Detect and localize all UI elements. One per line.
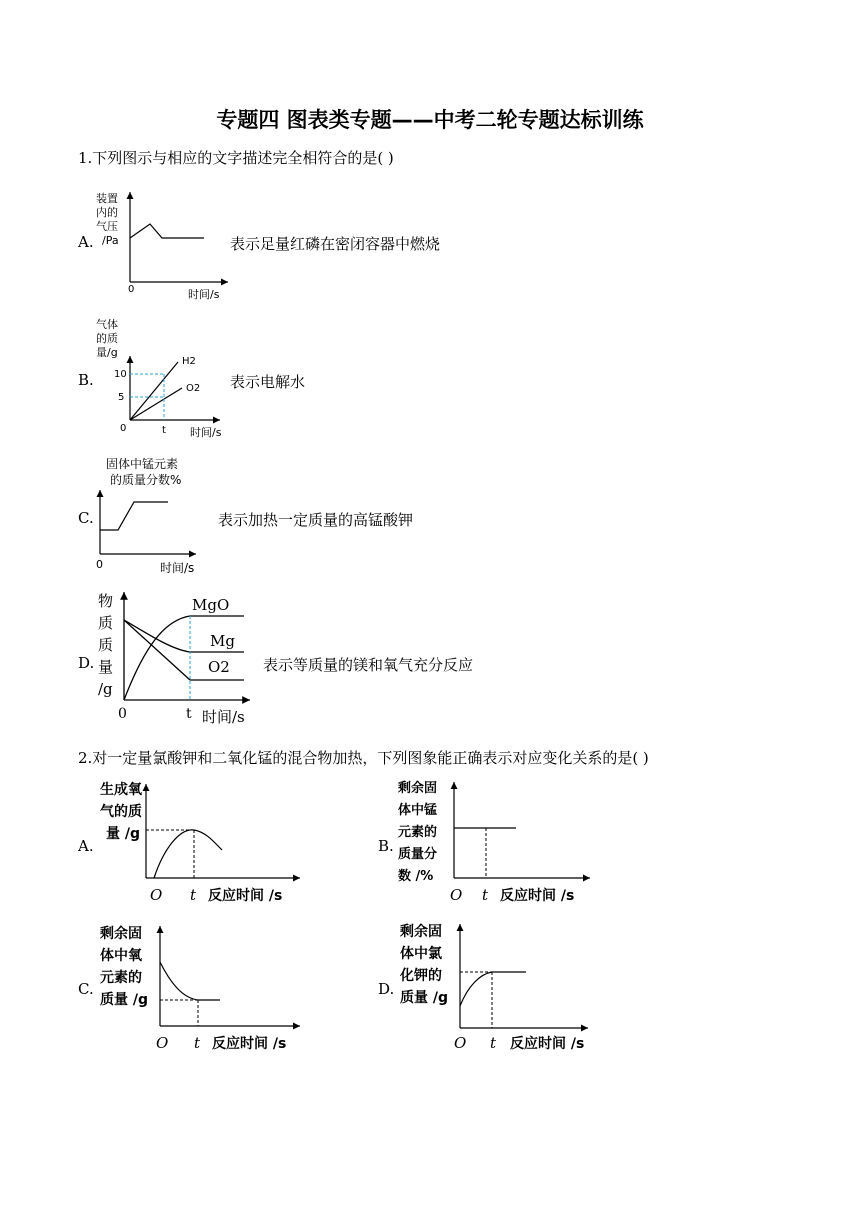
q2b-ylabel-2: 体中锰 xyxy=(398,803,438,818)
q1d-ylabel-2: 质 xyxy=(98,614,114,632)
q1d-ylabel-3: 质 xyxy=(98,636,114,654)
q2-option-a-label: A. xyxy=(78,837,94,855)
q2b-ylabel-1: 剩余固 xyxy=(398,781,438,796)
q2b-xtick: t xyxy=(482,886,489,904)
q2-option-b-graph xyxy=(394,778,604,906)
q2b-xlabel: 反应时间 /s xyxy=(500,888,575,904)
q2c-origin: O xyxy=(156,1034,169,1052)
q2c-ylabel-3: 元素的 xyxy=(100,970,142,986)
q1a-ylabel-2: 内的 xyxy=(96,206,118,219)
q1-option-a-label: A. xyxy=(78,233,94,251)
q1b-xtick: t xyxy=(162,425,166,436)
q2d-xtick: t xyxy=(490,1034,497,1052)
q2c-xtick: t xyxy=(194,1034,201,1052)
q1-option-a-desc: 表示足量红磷在密闭容器中燃烧 xyxy=(230,235,441,253)
q1b-xlabel: 时间/s xyxy=(190,426,222,439)
q1b-series-o2: O2 xyxy=(186,383,201,394)
q1a-xlabel: 时间/s xyxy=(188,288,220,301)
q1-option-d-label: D. xyxy=(78,654,95,672)
q2c-ylabel-4: 质量 /g xyxy=(100,992,149,1008)
q2c-xlabel: 反应时间 /s xyxy=(212,1036,287,1052)
q1-option-a-graph xyxy=(92,186,232,304)
question-2-stem: 2.对一定量氯酸钾和二氧化锰的混合物加热，下列图象能正确表示对应变化关系的是( ) xyxy=(78,749,649,767)
q1-option-c-desc: 表示加热一定质量的高锰酸钾 xyxy=(218,511,414,529)
q2c-ylabel-1: 剩余固 xyxy=(100,926,142,942)
q1-option-d-graph xyxy=(94,588,262,730)
q1a-ylabel-1: 装置 xyxy=(96,192,118,205)
q1d-ylabel-5: /g xyxy=(98,680,113,698)
q1d-xtick: t xyxy=(186,706,192,722)
q2-option-d-label: D. xyxy=(378,980,395,998)
q1b-ylabel-2: 的质 xyxy=(96,332,118,345)
q1-option-b-desc: 表示电解水 xyxy=(230,373,306,391)
q1d-xlabel: 时间/s xyxy=(202,708,245,726)
q2-option-d-graph xyxy=(394,920,610,1054)
q2a-xlabel: 反应时间 /s xyxy=(208,888,283,904)
q1a-ylabel-3: 气压 xyxy=(96,220,118,233)
q1b-ytick-10: 10 xyxy=(114,369,127,380)
q1d-series-o2: O2 xyxy=(208,658,230,676)
q1b-ytick-5: 5 xyxy=(118,392,125,403)
q1d-ylabel-4: 量 xyxy=(98,658,114,676)
q1b-ylabel-3: 量/g xyxy=(96,346,118,359)
q1-option-b-label: B. xyxy=(78,371,94,389)
page-title: 专题四 图表类专题——中考二轮专题达标训练 xyxy=(216,108,644,132)
q2d-ylabel-2: 体中氯 xyxy=(400,946,442,962)
q1-option-b-graph xyxy=(92,316,232,444)
q2b-ylabel-5: 数 /% xyxy=(398,869,434,884)
q2b-ylabel-4: 质量分 xyxy=(398,847,438,862)
q2a-ylabel-1: 生成氧 xyxy=(100,782,142,798)
q1b-series-h2: H2 xyxy=(182,356,196,367)
q2-option-a-graph xyxy=(94,780,304,906)
q1d-series-mgo: MgO xyxy=(192,596,230,614)
q2d-ylabel-3: 化钾的 xyxy=(400,968,442,984)
q2d-xlabel: 反应时间 /s xyxy=(510,1036,585,1052)
q1a-origin: 0 xyxy=(128,284,135,295)
q2d-ylabel-1: 剩余固 xyxy=(400,924,442,940)
q2a-origin: O xyxy=(150,886,163,904)
q1d-ylabel-1: 物 xyxy=(98,592,114,610)
q2-option-c-label: C. xyxy=(78,980,94,998)
q1d-series-mg: Mg xyxy=(210,632,235,650)
q2c-ylabel-2: 体中氧 xyxy=(100,948,142,964)
q2b-ylabel-3: 元素的 xyxy=(398,825,438,840)
question-1-stem: 1.下列图示与相应的文字描述完全相符合的是( ) xyxy=(78,149,394,167)
q1-option-c-label: C. xyxy=(78,509,94,527)
q2a-ylabel-2: 气的质 xyxy=(100,804,142,820)
q1-option-c-graph xyxy=(92,452,222,580)
q1d-origin: 0 xyxy=(118,706,127,722)
q2-option-b-label: B. xyxy=(378,837,394,855)
q2a-ylabel-3: 量 /g xyxy=(106,826,141,842)
q1a-ylabel-4: /Pa xyxy=(102,234,119,247)
q2b-origin: O xyxy=(450,886,463,904)
q1b-ylabel-1: 气体 xyxy=(96,318,118,331)
q2d-ylabel-4: 质量 /g xyxy=(400,990,449,1006)
q1c-xlabel: 时间/s xyxy=(160,561,195,575)
q2-option-c-graph xyxy=(94,922,304,1052)
q2a-xtick: t xyxy=(190,886,197,904)
q1b-origin: 0 xyxy=(120,423,127,434)
q1c-ylabel-1: 固体中锰元素 xyxy=(106,457,179,471)
q1c-origin: 0 xyxy=(96,558,103,571)
q1-option-d-desc: 表示等质量的镁和氧气充分反应 xyxy=(263,656,474,674)
q2d-origin: O xyxy=(454,1034,467,1052)
q1c-ylabel-2: 的质量分数% xyxy=(110,473,182,487)
